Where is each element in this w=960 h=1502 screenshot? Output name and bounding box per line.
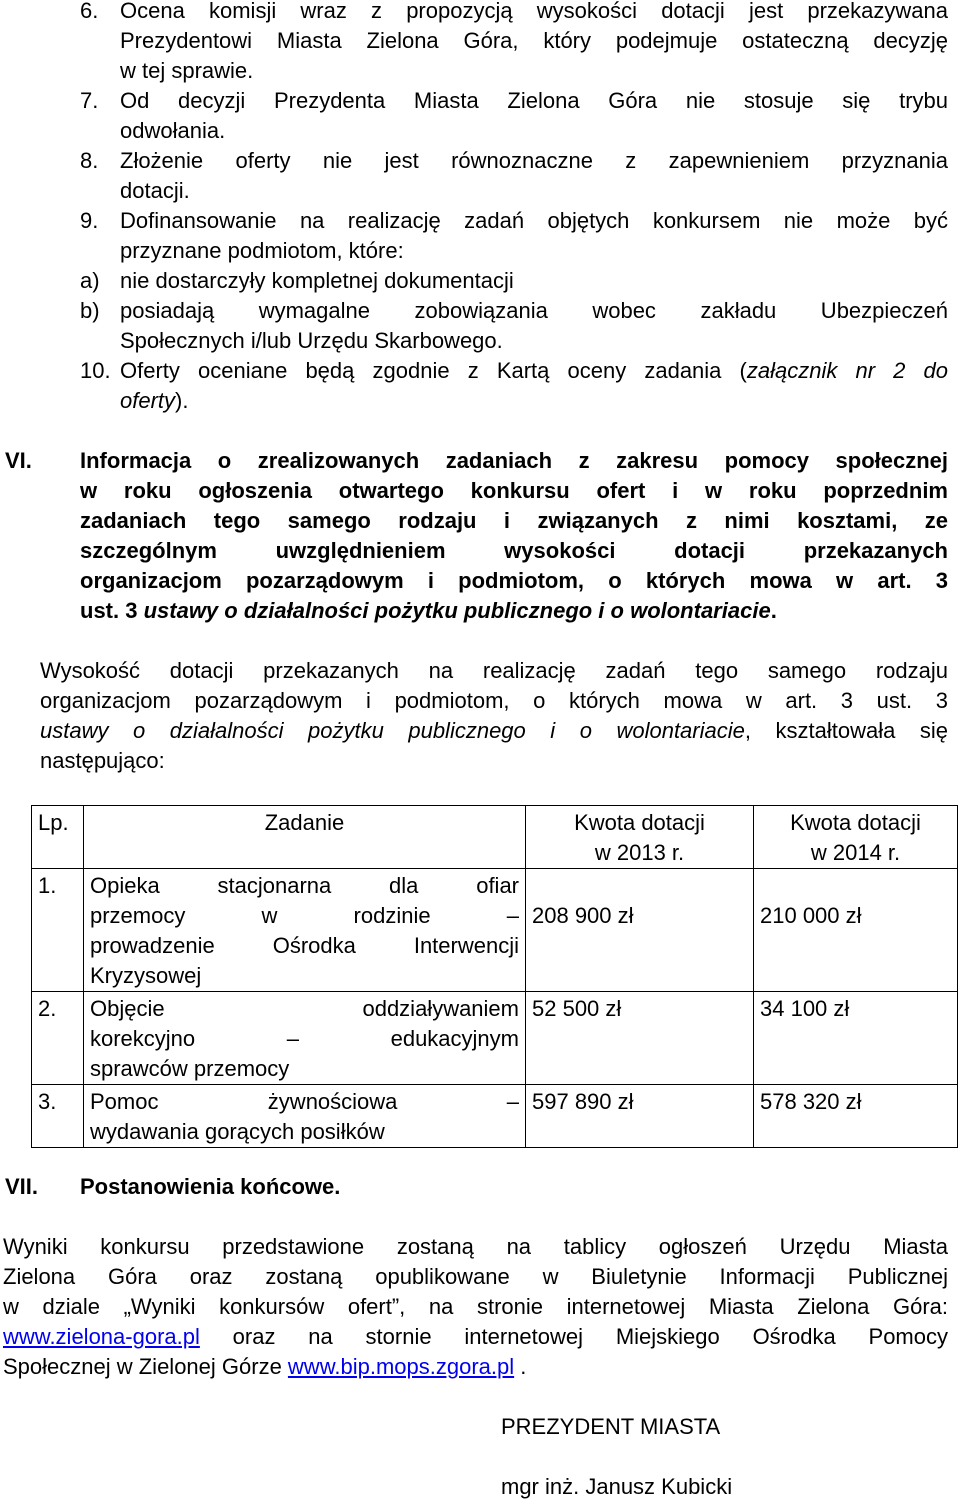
cell-lp: 2.: [32, 992, 84, 1085]
item-text: Od decyzji Prezydenta Miasta Zielona Góra nie stosuje się trybu: [120, 88, 948, 113]
task-line: prowadzenie Ośrodka Interwencji: [90, 933, 519, 958]
item-text: Ocena komisji wraz z propozycją wysokości dotacji jest przekazywana: [120, 0, 948, 23]
final-line: w dziale „Wyniki konkursów ofert”, na stronie internetowej Miasta Zielona Góra:: [3, 1294, 948, 1319]
amount-2013: 208 900 zł: [532, 903, 634, 928]
section-number-vii: VII.: [5, 1174, 39, 1199]
item-number: 9.: [80, 208, 99, 233]
section-heading-vii: Postanowienia końcowe.: [80, 1174, 341, 1199]
cell-2013: 597 890 zł: [526, 1085, 754, 1148]
section-number-vi: VI.: [5, 448, 32, 473]
signature-title: PREZYDENT MIASTA: [501, 1414, 721, 1439]
task-line: Objęcie oddziaływaniem: [90, 996, 519, 1021]
heading-line: organizacjom pozarządowym i podmiotom, o których mowa w art. 3: [80, 568, 948, 593]
table-row: [32, 1085, 958, 1148]
cell-2014: 578 320 zł: [754, 1085, 958, 1148]
item-text: Oferty oceniane będą zgodnie z Kartą oceny zadania (: [120, 358, 747, 383]
item-text: dotacji.: [120, 178, 190, 203]
header-2013-line: w 2013 r.: [594, 840, 685, 865]
item-text: w tej sprawie.: [120, 58, 254, 83]
header-2014: [754, 806, 958, 869]
item-text-italic: oferty: [120, 388, 176, 413]
heading-line: zadaniach tego samego rodzaju i związanych z nimi kosztami, ze: [80, 508, 948, 533]
task-line: Kryzysowej: [90, 963, 202, 988]
city-website-link[interactable]: www.zielona-gora.pl: [3, 1324, 200, 1349]
heading-italic: ustawy o działalności pożytku publicznego i o wolontariacie: [143, 598, 771, 623]
header-2013: [526, 806, 754, 869]
item-letter: b): [80, 298, 100, 323]
item-text: posiadają wymagalne zobowiązania wobec zakładu Ubezpieczeń: [120, 298, 948, 323]
paragraph-line: , kształtowała się: [744, 718, 948, 743]
item-letter: a): [80, 268, 100, 293]
item-number: 8.: [80, 148, 99, 173]
item-text: Dofinansowanie na realizację zadań objętych konkursem nie może być: [120, 208, 948, 233]
grant-table: [31, 805, 958, 1148]
cell-task: [84, 992, 526, 1085]
header-2013-line: Kwota dotacji: [574, 810, 705, 835]
final-line: .: [514, 1354, 527, 1379]
mops-website-link[interactable]: www.bip.mops.zgora.pl: [287, 1354, 515, 1379]
task-line: sprawców przemocy: [90, 1056, 290, 1081]
table-row: [32, 992, 958, 1085]
cell-lp: 1.: [32, 869, 84, 992]
item-text: przyznane podmiotom, które:: [120, 238, 404, 263]
paragraph-line: organizacjom pozarządowym i podmiotom, o których mowa w art. 3 ust. 3: [40, 688, 948, 713]
task-line: wydawania gorących posiłków: [90, 1119, 385, 1144]
header-2014-line: w 2014 r.: [810, 840, 901, 865]
cell-2013: 52 500 zł: [526, 992, 754, 1085]
item-text-italic: załącznik nr 2 do: [746, 358, 948, 383]
table-row: [32, 869, 958, 992]
final-line: Zielona Góra oraz zostaną opublikowane w Biuletynie Informacji Publicznej: [3, 1264, 948, 1289]
header-task: Zadanie: [84, 806, 526, 869]
heading-end: .: [770, 598, 777, 623]
cell-2014: [754, 869, 958, 992]
cell-2013: [526, 869, 754, 992]
cell-2014: 34 100 zł: [754, 992, 958, 1085]
heading-line: Informacja o zrealizowanych zadaniach z zakresu pomocy społecznej: [80, 448, 948, 473]
grant-paragraph: [40, 656, 948, 776]
heading-line: w roku ogłoszenia otwartego konkursu ofert i w roku poprzednim: [80, 478, 948, 503]
final-paragraph: [3, 1232, 948, 1382]
paragraph-italic: ustawy o działalności pożytku publicznego i o wolontariacie: [40, 718, 745, 743]
task-line: Opieka stacjonarna dla ofiar: [90, 873, 519, 898]
task-line: przemocy w rodzinie –: [90, 903, 519, 928]
heading-line: ust. 3: [80, 598, 144, 623]
item-text: odwołania.: [120, 118, 226, 143]
item-text: nie dostarczyły kompletnej dokumentacji: [120, 268, 514, 293]
table-header-row: [32, 806, 958, 869]
heading-line: szczególnym uwzględnieniem wysokości dotacji przekazanych: [80, 538, 948, 563]
final-line: oraz na stornie internetowej Miejskiego Ośrodka Pomocy: [199, 1324, 948, 1349]
paragraph-line: następująco:: [40, 748, 165, 773]
task-line: korekcyjno – edukacyjnym: [90, 1026, 519, 1051]
item-text: ).: [175, 388, 189, 413]
section-heading-vi: [80, 446, 948, 626]
item-number: 10.: [80, 358, 111, 383]
cell-task: [84, 869, 526, 992]
paragraph-line: Wysokość dotacji przekazanych na realizację zadań tego samego rodzaju: [40, 658, 948, 683]
cell-task: [84, 1085, 526, 1148]
item-number: 6.: [80, 0, 99, 23]
signature-name: mgr inż. Janusz Kubicki: [501, 1474, 733, 1499]
header-lp: Lp.: [32, 806, 84, 869]
item-number: 7.: [80, 88, 99, 113]
item-text: Złożenie oferty nie jest równoznaczne z zapewnieniem przyznania: [120, 148, 948, 173]
item-text: Społecznych i/lub Urzędu Skarbowego.: [120, 328, 503, 353]
item-text: Prezydentowi Miasta Zielona Góra, który podejmuje ostateczną decyzję: [120, 28, 948, 53]
cell-lp: 3.: [32, 1085, 84, 1148]
amount-2014: 210 000 zł: [760, 903, 862, 928]
final-line: Społecznej w Zielonej Górze: [3, 1354, 288, 1379]
task-line: Pomoc żywnościowa –: [90, 1089, 519, 1114]
header-2014-line: Kwota dotacji: [790, 810, 921, 835]
final-line: Wyniki konkursu przedstawione zostaną na tablicy ogłoszeń Urzędu Miasta: [3, 1234, 948, 1259]
